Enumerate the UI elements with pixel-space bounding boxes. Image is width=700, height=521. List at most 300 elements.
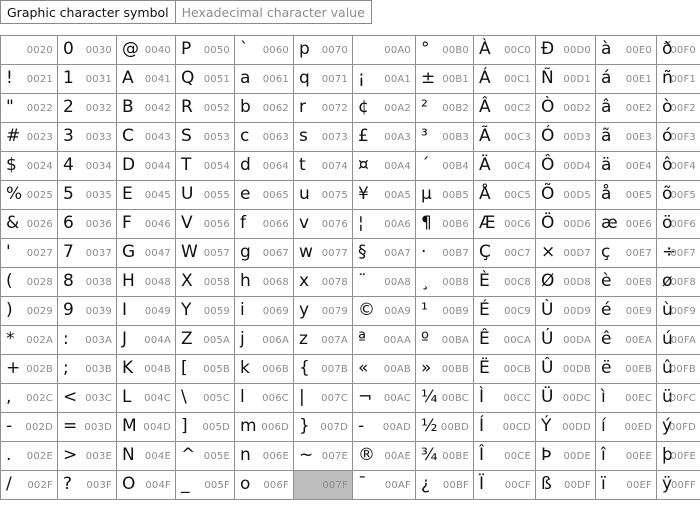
- character-glyph: ¶: [421, 213, 432, 233]
- character-cell: [294, 442, 353, 471]
- character-glyph: ¡: [358, 68, 365, 88]
- character-cell: [1, 297, 58, 326]
- character-hex-value: 0020: [26, 45, 53, 56]
- character-hex-value: 00B6: [442, 219, 469, 230]
- character-cell: [58, 123, 117, 152]
- character-hex-value: 0022: [26, 103, 53, 114]
- character-glyph: E: [122, 184, 133, 204]
- character-hex-value: 004A: [144, 335, 171, 346]
- character-glyph: ©: [358, 300, 375, 320]
- character-hex-value: 002E: [26, 451, 53, 462]
- character-cell: [235, 471, 294, 500]
- character-hex-value: 00BA: [441, 335, 469, 346]
- character-hex-value: 003E: [85, 451, 112, 462]
- character-glyph: o: [240, 474, 251, 494]
- table-row: [1, 413, 700, 442]
- character-hex-value: 0064: [262, 161, 289, 172]
- character-hex-value: 00C5: [504, 190, 531, 201]
- character-cell: [416, 326, 474, 355]
- character-cell: [235, 384, 294, 413]
- character-cell: [117, 94, 176, 123]
- table-row: [1, 471, 700, 500]
- character-glyph: ë: [601, 358, 612, 378]
- character-glyph: ?: [63, 474, 73, 494]
- character-hex-value: 0078: [321, 277, 348, 288]
- character-cell: [474, 442, 536, 471]
- table-row: [1, 442, 700, 471]
- character-glyph: Q: [181, 68, 195, 88]
- character-glyph: p: [299, 39, 310, 59]
- character-hex-value: 005F: [204, 480, 230, 491]
- character-cell: [1, 355, 58, 384]
- character-glyph: ¬: [358, 387, 373, 407]
- character-glyph: u: [299, 184, 310, 204]
- legend-hex-label: Hexadecimal character value: [176, 0, 372, 24]
- character-cell: [176, 210, 235, 239]
- character-glyph: M: [122, 416, 137, 436]
- character-hex-value: 00BC: [441, 393, 469, 404]
- character-hex-value: 00ED: [624, 422, 652, 433]
- character-cell: [536, 326, 596, 355]
- character-hex-value: 00D2: [563, 103, 591, 114]
- character-cell: [176, 384, 235, 413]
- character-cell: [294, 94, 353, 123]
- character-glyph: Ø: [541, 271, 555, 291]
- character-glyph: 1: [63, 68, 74, 88]
- character-cell: [353, 210, 416, 239]
- character-glyph: /: [6, 474, 12, 494]
- character-cell: [474, 413, 536, 442]
- character-glyph: (: [6, 271, 13, 291]
- character-cell: [1, 152, 58, 181]
- character-glyph: Þ: [541, 445, 552, 465]
- character-cell: [536, 181, 596, 210]
- character-cell: [596, 123, 657, 152]
- character-glyph: ¾: [421, 445, 438, 465]
- character-hex-value: 00C4: [504, 161, 531, 172]
- character-glyph: N: [122, 445, 135, 465]
- character-glyph: :: [63, 329, 69, 349]
- character-hex-value: 0068: [262, 277, 289, 288]
- character-hex-value: 005A: [203, 335, 230, 346]
- character-cell: [176, 413, 235, 442]
- character-glyph: ø: [662, 271, 673, 291]
- character-glyph: ¤: [358, 155, 369, 175]
- character-hex-value: 0021: [26, 74, 53, 85]
- character-hex-value: 0079: [321, 306, 348, 317]
- character-hex-value: 007E: [321, 451, 348, 462]
- character-hex-value: 00BB: [441, 364, 469, 375]
- character-hex-value: 0052: [203, 103, 230, 114]
- character-hex-value: 0030: [85, 45, 112, 56]
- character-cell: [353, 384, 416, 413]
- character-hex-value: 00AC: [383, 393, 411, 404]
- character-cell: [294, 355, 353, 384]
- character-hex-value: 00A4: [384, 161, 411, 172]
- character-cell: [58, 471, 117, 500]
- character-hex-value: 00F9: [670, 306, 696, 317]
- character-hex-value: 0076: [321, 219, 348, 230]
- character-cell: [58, 355, 117, 384]
- character-cell: [596, 384, 657, 413]
- character-hex-value: 0077: [321, 248, 348, 259]
- character-cell: [1, 239, 58, 268]
- character-glyph: \: [181, 387, 187, 407]
- character-cell: [294, 326, 353, 355]
- character-cell: [235, 413, 294, 442]
- character-cell: [536, 442, 596, 471]
- character-hex-value: 003A: [85, 335, 112, 346]
- character-hex-value: 00B5: [442, 190, 469, 201]
- character-hex-value: 0027: [26, 248, 53, 259]
- character-cell: [1, 471, 58, 500]
- character-glyph: ®: [358, 445, 375, 465]
- character-cell: [117, 326, 176, 355]
- character-hex-value: 0059: [203, 306, 230, 317]
- character-hex-value: 00FA: [670, 335, 696, 346]
- character-glyph: ²: [421, 97, 428, 117]
- character-hex-value: 00D9: [563, 306, 591, 317]
- character-glyph: ]: [181, 416, 188, 436]
- character-cell: [596, 152, 657, 181]
- character-cell: [657, 36, 700, 65]
- character-cell: [235, 36, 294, 65]
- character-glyph: d: [240, 155, 251, 175]
- table-row: [1, 152, 700, 181]
- character-cell: [596, 65, 657, 94]
- character-glyph: ì: [601, 387, 606, 407]
- character-cell: [353, 239, 416, 268]
- character-glyph: Ü: [541, 387, 554, 407]
- character-hex-value: 00A3: [384, 132, 411, 143]
- character-cell: [235, 94, 294, 123]
- character-hex-value: 007F: [322, 480, 348, 491]
- character-cell: [58, 326, 117, 355]
- character-cell: [657, 326, 700, 355]
- character-cell: [353, 355, 416, 384]
- character-glyph: W: [181, 242, 198, 262]
- character-hex-value: 0042: [144, 103, 171, 114]
- character-hex-value: 00D3: [563, 132, 591, 143]
- character-hex-value: 00F5: [670, 190, 696, 201]
- character-hex-value: 00B0: [442, 45, 469, 56]
- character-cell: [235, 326, 294, 355]
- character-cell: [536, 36, 596, 65]
- character-glyph: ¿: [421, 474, 431, 494]
- character-cell: [1, 123, 58, 152]
- character-glyph: ú: [662, 329, 673, 349]
- character-glyph: #: [6, 126, 21, 146]
- character-glyph: É: [479, 300, 490, 320]
- character-hex-value: 00FC: [669, 393, 696, 404]
- character-hex-value: 0035: [85, 190, 112, 201]
- character-hex-value: 00BD: [440, 422, 469, 433]
- character-cell: [58, 152, 117, 181]
- character-hex-value: 002C: [26, 393, 53, 404]
- character-cell: [294, 268, 353, 297]
- character-cell: [235, 268, 294, 297]
- character-hex-value: 00AF: [384, 480, 411, 491]
- character-glyph: >: [63, 445, 78, 465]
- character-hex-value: 0043: [144, 132, 171, 143]
- character-hex-value: 00A6: [384, 219, 411, 230]
- character-cell: [58, 65, 117, 94]
- character-hex-value: 00C8: [504, 277, 531, 288]
- character-cell: [117, 442, 176, 471]
- character-cell: [294, 297, 353, 326]
- character-cell: [1, 36, 58, 65]
- character-hex-value: 00DB: [562, 364, 591, 375]
- character-cell: [416, 152, 474, 181]
- character-glyph: j: [240, 329, 245, 349]
- character-glyph: L: [122, 387, 132, 407]
- character-cell: [58, 210, 117, 239]
- character-glyph: 2: [63, 97, 74, 117]
- character-cell: [596, 413, 657, 442]
- character-cell: [657, 123, 700, 152]
- table-row: [1, 268, 700, 297]
- character-glyph: Ý: [541, 416, 552, 436]
- character-hex-value: 004D: [143, 422, 171, 433]
- character-cell: [416, 471, 474, 500]
- character-hex-value: 0063: [262, 132, 289, 143]
- character-cell: [416, 94, 474, 123]
- character-glyph: @: [122, 39, 139, 59]
- character-hex-value: 00B7: [442, 248, 469, 259]
- character-hex-value: 0066: [262, 219, 289, 230]
- character-cell: [416, 268, 474, 297]
- character-cell: [474, 152, 536, 181]
- character-hex-value: 00F2: [670, 103, 696, 114]
- character-glyph: ô: [662, 155, 673, 175]
- character-glyph: Z: [181, 329, 193, 349]
- character-hex-value: 00BF: [442, 480, 469, 491]
- character-hex-value: 003F: [86, 480, 112, 491]
- character-glyph: ±: [421, 68, 436, 88]
- character-cell: [117, 355, 176, 384]
- character-glyph: y: [299, 300, 310, 320]
- character-hex-value: 002D: [25, 422, 53, 433]
- character-cell: [416, 297, 474, 326]
- character-hex-value: 0028: [26, 277, 53, 288]
- character-glyph: H: [122, 271, 135, 291]
- character-cell: [474, 181, 536, 210]
- character-cell: [657, 297, 700, 326]
- character-hex-value: 0023: [26, 132, 53, 143]
- character-cell: [474, 326, 536, 355]
- character-glyph: Ú: [541, 329, 554, 349]
- character-cell: [1, 268, 58, 297]
- character-glyph: b: [240, 97, 251, 117]
- character-glyph: ý: [662, 416, 673, 436]
- character-hex-value: 00B1: [442, 74, 469, 85]
- character-glyph: }: [299, 416, 310, 436]
- character-hex-value: 00CE: [504, 451, 531, 462]
- character-hex-value: 0071: [321, 74, 348, 85]
- character-glyph: ): [6, 300, 13, 320]
- character-hex-value: 0072: [321, 103, 348, 114]
- character-cell: [353, 471, 416, 500]
- character-glyph: Û: [541, 358, 554, 378]
- character-hex-value: 0024: [26, 161, 53, 172]
- table-row: [1, 326, 700, 355]
- character-cell: [58, 442, 117, 471]
- character-cell: [416, 210, 474, 239]
- character-glyph: -: [358, 416, 365, 436]
- character-hex-value: 00F0: [670, 45, 696, 56]
- character-glyph: ³: [421, 126, 428, 146]
- character-hex-value: 00A9: [384, 306, 411, 317]
- table-row: [1, 181, 700, 210]
- character-cell: [596, 355, 657, 384]
- character-glyph: ¨: [358, 271, 367, 291]
- character-glyph: Y: [181, 300, 192, 320]
- character-hex-value: 006C: [262, 393, 289, 404]
- character-cell: [416, 355, 474, 384]
- character-hex-value: 00C3: [504, 132, 531, 143]
- character-glyph: s: [299, 126, 308, 146]
- character-glyph: +: [6, 358, 21, 378]
- character-cell: [58, 268, 117, 297]
- character-cell: [536, 297, 596, 326]
- character-hex-value: 0038: [85, 277, 112, 288]
- character-glyph: %: [6, 184, 23, 204]
- character-cell: [474, 239, 536, 268]
- character-glyph: F: [122, 213, 132, 233]
- character-cell: [416, 123, 474, 152]
- character-cell: [474, 384, 536, 413]
- character-cell: [474, 268, 536, 297]
- character-glyph: 3: [63, 126, 74, 146]
- character-hex-value: 005C: [203, 393, 230, 404]
- character-glyph: T: [181, 155, 192, 175]
- character-hex-value: 00EC: [625, 393, 652, 404]
- character-hex-value: 006E: [262, 451, 289, 462]
- character-cell: [235, 152, 294, 181]
- character-cell: [353, 413, 416, 442]
- character-glyph: Ó: [541, 126, 555, 146]
- character-glyph: ã: [601, 126, 612, 146]
- character-cell: [117, 152, 176, 181]
- character-glyph: C: [122, 126, 134, 146]
- character-cell: [416, 239, 474, 268]
- character-hex-value: 0036: [85, 219, 112, 230]
- character-hex-value: 00FB: [669, 364, 696, 375]
- character-glyph: 8: [63, 271, 74, 291]
- character-cell: [416, 36, 474, 65]
- character-glyph: n: [240, 445, 251, 465]
- character-hex-value: 004B: [144, 364, 171, 375]
- character-cell: [58, 297, 117, 326]
- character-hex-value: 00F1: [670, 74, 696, 85]
- character-hex-value: 005E: [203, 451, 230, 462]
- character-cell: [235, 442, 294, 471]
- character-hex-value: 0056: [203, 219, 230, 230]
- character-glyph: `: [240, 39, 249, 59]
- character-hex-value: 00E1: [625, 74, 652, 85]
- character-glyph: -: [6, 416, 13, 436]
- character-cell: [474, 210, 536, 239]
- character-table: [0, 35, 700, 500]
- character-hex-value: 004F: [145, 480, 171, 491]
- character-hex-value: 0062: [262, 103, 289, 114]
- character-hex-value: 00C7: [504, 248, 531, 259]
- character-cell: [176, 268, 235, 297]
- character-glyph: Í: [479, 416, 485, 436]
- character-glyph: D: [122, 155, 136, 175]
- character-cell: [596, 268, 657, 297]
- character-glyph: ¯: [358, 474, 367, 494]
- character-cell: [536, 384, 596, 413]
- character-hex-value: 003C: [85, 393, 112, 404]
- character-glyph: v: [299, 213, 310, 233]
- character-cell: [294, 123, 353, 152]
- character-cell: [176, 94, 235, 123]
- character-glyph: 4: [63, 155, 74, 175]
- character-hex-value: 00E2: [625, 103, 652, 114]
- character-hex-value: 002A: [26, 335, 53, 346]
- character-hex-value: 0051: [203, 74, 230, 85]
- character-glyph: Á: [479, 68, 491, 88]
- legend-glyph-label: Graphic character symbol: [0, 0, 176, 24]
- character-glyph: Â: [479, 97, 491, 117]
- character-glyph: g: [240, 242, 251, 262]
- character-cell: [1, 65, 58, 94]
- character-hex-value: 007C: [321, 393, 348, 404]
- character-hex-value: 0034: [85, 161, 112, 172]
- character-glyph: ¹: [421, 300, 428, 320]
- character-glyph: Ð: [541, 39, 555, 59]
- character-glyph: à: [601, 39, 612, 59]
- character-cell: [176, 36, 235, 65]
- character-hex-value: 00E6: [625, 219, 652, 230]
- character-glyph: £: [358, 126, 369, 146]
- character-glyph: ;: [63, 358, 69, 378]
- table-row: [1, 36, 700, 65]
- character-hex-value: 0045: [144, 190, 171, 201]
- character-glyph: e: [240, 184, 251, 204]
- character-glyph: ¢: [358, 97, 369, 117]
- character-hex-value: 00A1: [384, 74, 411, 85]
- character-cell: [353, 65, 416, 94]
- character-cell: [294, 239, 353, 268]
- character-cell: [657, 210, 700, 239]
- character-glyph: À: [479, 39, 491, 59]
- character-glyph: ¼: [421, 387, 438, 407]
- character-glyph: ß: [541, 474, 552, 494]
- table-row: [1, 239, 700, 268]
- character-glyph: Æ: [479, 213, 496, 233]
- character-hex-value: 0025: [26, 190, 53, 201]
- character-glyph: ó: [662, 126, 673, 146]
- character-hex-value: 00C6: [504, 219, 531, 230]
- table-row: [1, 297, 700, 326]
- character-glyph: ä: [601, 155, 612, 175]
- character-cell: [536, 152, 596, 181]
- character-cell: [416, 65, 474, 94]
- character-cell: [353, 326, 416, 355]
- character-cell: [657, 239, 700, 268]
- character-glyph: &: [6, 213, 20, 233]
- table-row: [1, 355, 700, 384]
- character-cell: [474, 94, 536, 123]
- character-cell: [596, 442, 657, 471]
- character-cell: [235, 239, 294, 268]
- character-cell: [294, 210, 353, 239]
- character-hex-value: 00EF: [626, 480, 652, 491]
- character-glyph: È: [479, 271, 490, 291]
- table-row: [1, 123, 700, 152]
